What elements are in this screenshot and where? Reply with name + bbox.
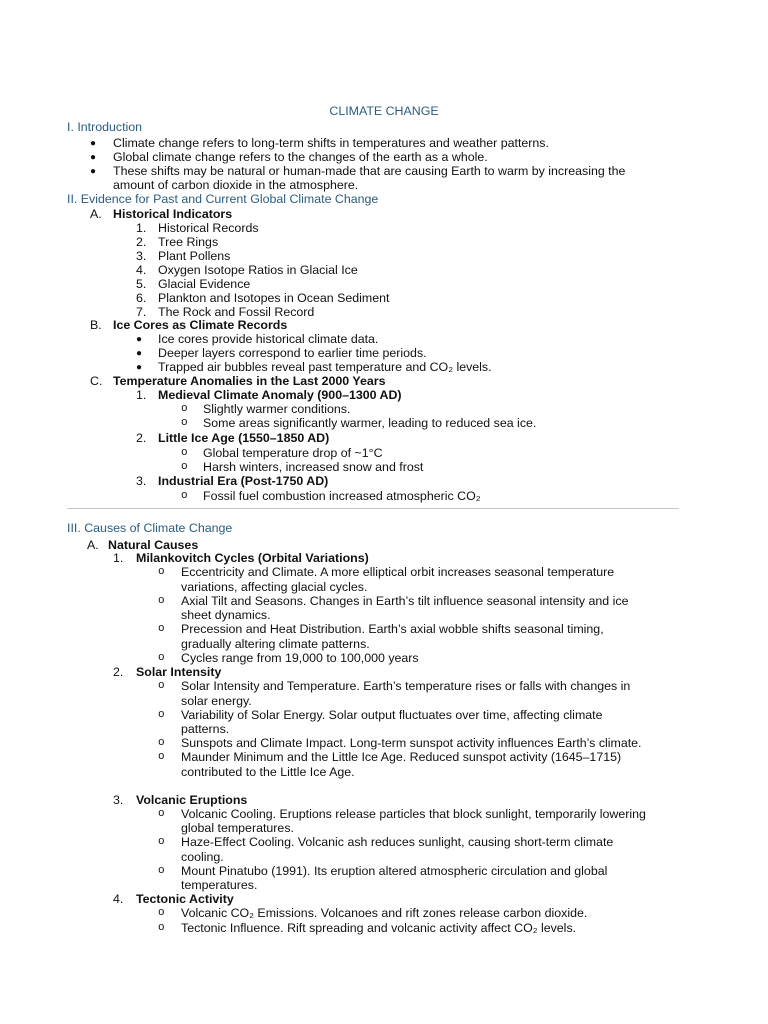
list-item-title: Tectonic Activity bbox=[136, 892, 234, 906]
sub-bullet-marker: o bbox=[181, 403, 188, 415]
sub-bullet-marker: o bbox=[181, 417, 188, 429]
list-number: 3. bbox=[136, 249, 147, 263]
subsection-label: B. bbox=[90, 318, 102, 332]
list-number: 3. bbox=[136, 474, 147, 488]
list-number: 1. bbox=[136, 221, 147, 235]
sub-list-item-continuation: temperatures. bbox=[181, 878, 258, 892]
list-number: 2. bbox=[136, 235, 147, 249]
list-number: 1. bbox=[136, 388, 147, 402]
sub-bullet-marker: o bbox=[158, 836, 165, 848]
list-item: Plankton and Isotopes in Ocean Sediment bbox=[158, 291, 390, 305]
sub-list-item-continuation: gradually altering climate patterns. bbox=[181, 637, 370, 651]
list-number: 3. bbox=[113, 793, 124, 807]
sub-bullet-marker: o bbox=[158, 566, 165, 578]
sub-list-item-continuation: patterns. bbox=[181, 722, 230, 736]
sub-list-item: Axial Tilt and Seasons. Changes in Earth’s tilt influence seasonal intensity and ice bbox=[181, 594, 629, 608]
list-item: Historical Records bbox=[158, 221, 259, 235]
sub-list-item: Cycles range from 19,000 to 100,000 years bbox=[181, 651, 419, 665]
list-number: 4. bbox=[136, 263, 147, 277]
sub-bullet-marker: o bbox=[158, 907, 165, 919]
bullet-marker: ● bbox=[90, 152, 97, 163]
sub-bullet-marker: o bbox=[158, 652, 165, 664]
sub-list-item: Global temperature drop of ~1°C bbox=[203, 446, 383, 460]
section-heading-evidence: II. Evidence for Past and Current Global Climate Change bbox=[67, 192, 379, 206]
sub-list-item: Solar Intensity and Temperature. Earth’s temperature rises or falls with changes in bbox=[181, 679, 631, 693]
sub-bullet-marker: o bbox=[158, 595, 165, 607]
sub-list-item-continuation: cooling. bbox=[181, 850, 224, 864]
list-number: 4. bbox=[113, 892, 124, 906]
list-number: 5. bbox=[136, 277, 147, 291]
list-number: 1. bbox=[113, 551, 124, 565]
sub-list-item: Maunder Minimum and the Little Ice Age. Reduced sunspot activity (1645–1715) bbox=[181, 750, 622, 764]
list-item: Deeper layers correspond to earlier time periods. bbox=[158, 346, 427, 360]
sub-bullet-marker: o bbox=[158, 808, 165, 820]
list-item: Trapped air bubbles reveal past temperature and CO₂ levels. bbox=[158, 360, 492, 374]
sub-list-item: Tectonic Influence. Rift spreading and volcanic activity affect CO₂ levels. bbox=[181, 921, 577, 935]
sub-bullet-marker: o bbox=[158, 865, 165, 877]
sub-list-item-continuation: sheet dynamics. bbox=[181, 608, 271, 622]
list-item: Glacial Evidence bbox=[158, 277, 251, 291]
subsection-title-temperature-anomalies: Temperature Anomalies in the Last 2000 Years bbox=[113, 374, 386, 388]
list-item-title: Industrial Era (Post-1750 AD) bbox=[158, 474, 329, 488]
sub-bullet-marker: o bbox=[158, 709, 165, 721]
sub-bullet-marker: o bbox=[158, 751, 165, 763]
bullet-marker: ● bbox=[136, 362, 143, 373]
sub-list-item: Harsh winters, increased snow and frost bbox=[203, 460, 424, 474]
sub-list-item: Haze-Effect Cooling. Volcanic ash reduces sunlight, causing short-term climate bbox=[181, 835, 614, 849]
list-item: Climate change refers to long-term shifts in temperatures and weather patterns. bbox=[113, 136, 549, 150]
sub-list-item: Sunspots and Climate Impact. Long-term sunspot activity influences Earth’s climate. bbox=[181, 736, 642, 750]
section-heading-causes: III. Causes of Climate Change bbox=[67, 521, 233, 535]
bullet-marker: ● bbox=[136, 334, 143, 345]
subsection-label: C. bbox=[90, 374, 103, 388]
sub-bullet-marker: o bbox=[158, 737, 165, 749]
sub-list-item: Variability of Solar Energy. Solar output fluctuates over time, affecting climate bbox=[181, 708, 603, 722]
document-title: CLIMATE CHANGE bbox=[329, 104, 439, 118]
list-number: 6. bbox=[136, 291, 147, 305]
list-number: 2. bbox=[136, 431, 147, 445]
list-number: 2. bbox=[113, 665, 124, 679]
subsection-label: A. bbox=[90, 207, 102, 221]
sub-bullet-marker: o bbox=[158, 623, 165, 635]
bullet-marker: ● bbox=[90, 166, 97, 177]
list-item: Oxygen Isotope Ratios in Glacial Ice bbox=[158, 263, 358, 277]
sub-bullet-marker: o bbox=[181, 447, 188, 459]
bullet-marker: ● bbox=[136, 348, 143, 359]
list-item: These shifts may be natural or human-made that are causing Earth to warm by increasing the bbox=[113, 164, 626, 178]
list-item: The Rock and Fossil Record bbox=[158, 305, 315, 319]
subsection-title-ice-cores: Ice Cores as Climate Records bbox=[113, 318, 288, 332]
sub-list-item: Eccentricity and Climate. A more elliptical orbit increases seasonal temperature bbox=[181, 565, 615, 579]
list-item: Plant Pollens bbox=[158, 249, 231, 263]
list-item-continuation: amount of carbon dioxide in the atmosphere. bbox=[113, 178, 359, 192]
section-heading-introduction: I. Introduction bbox=[67, 120, 143, 134]
sub-list-item: Fossil fuel combustion increased atmospheric CO₂ bbox=[203, 489, 481, 503]
sub-list-item-continuation: global temperatures. bbox=[181, 821, 294, 835]
sub-bullet-marker: o bbox=[181, 461, 188, 473]
list-item-title: Medieval Climate Anomaly (900–1300 AD) bbox=[158, 388, 402, 402]
sub-list-item: Mount Pinatubo (1991). Its eruption altered atmospheric circulation and global bbox=[181, 864, 608, 878]
sub-bullet-marker: o bbox=[158, 680, 165, 692]
list-number: 7. bbox=[136, 305, 147, 319]
bullet-marker: ● bbox=[90, 138, 97, 149]
list-item-title: Volcanic Eruptions bbox=[136, 793, 248, 807]
subsection-title-historical-indicators: Historical Indicators bbox=[113, 207, 233, 221]
sub-bullet-marker: o bbox=[181, 490, 188, 502]
sub-list-item: Some areas significantly warmer, leading to reduced sea ice. bbox=[203, 416, 537, 430]
sub-list-item: Precession and Heat Distribution. Earth’s axial wobble shifts seasonal timing, bbox=[181, 622, 604, 636]
sub-list-item: Volcanic CO₂ Emissions. Volcanoes and rift zones release carbon dioxide. bbox=[181, 906, 588, 920]
sub-list-item-continuation: variations, affecting glacial cycles. bbox=[181, 580, 368, 594]
sub-bullet-marker: o bbox=[158, 922, 165, 934]
horizontal-divider bbox=[67, 508, 679, 509]
sub-list-item: Volcanic Cooling. Eruptions release particles that block sunlight, temporarily lowering bbox=[181, 807, 646, 821]
list-item: Ice cores provide historical climate data. bbox=[158, 332, 379, 346]
list-item-title: Solar Intensity bbox=[136, 665, 222, 679]
sub-list-item: Slightly warmer conditions. bbox=[203, 402, 351, 416]
subsection-title-natural-causes: Natural Causes bbox=[108, 538, 199, 552]
subsection-label: A. bbox=[87, 538, 99, 552]
list-item-title: Milankovitch Cycles (Orbital Variations) bbox=[136, 551, 369, 565]
list-item-title: Little Ice Age (1550–1850 AD) bbox=[158, 431, 330, 445]
list-item: Global climate change refers to the changes of the earth as a whole. bbox=[113, 150, 488, 164]
list-item: Tree Rings bbox=[158, 235, 219, 249]
sub-list-item-continuation: contributed to the Little Ice Age. bbox=[181, 765, 355, 779]
sub-list-item-continuation: solar energy. bbox=[181, 694, 252, 708]
